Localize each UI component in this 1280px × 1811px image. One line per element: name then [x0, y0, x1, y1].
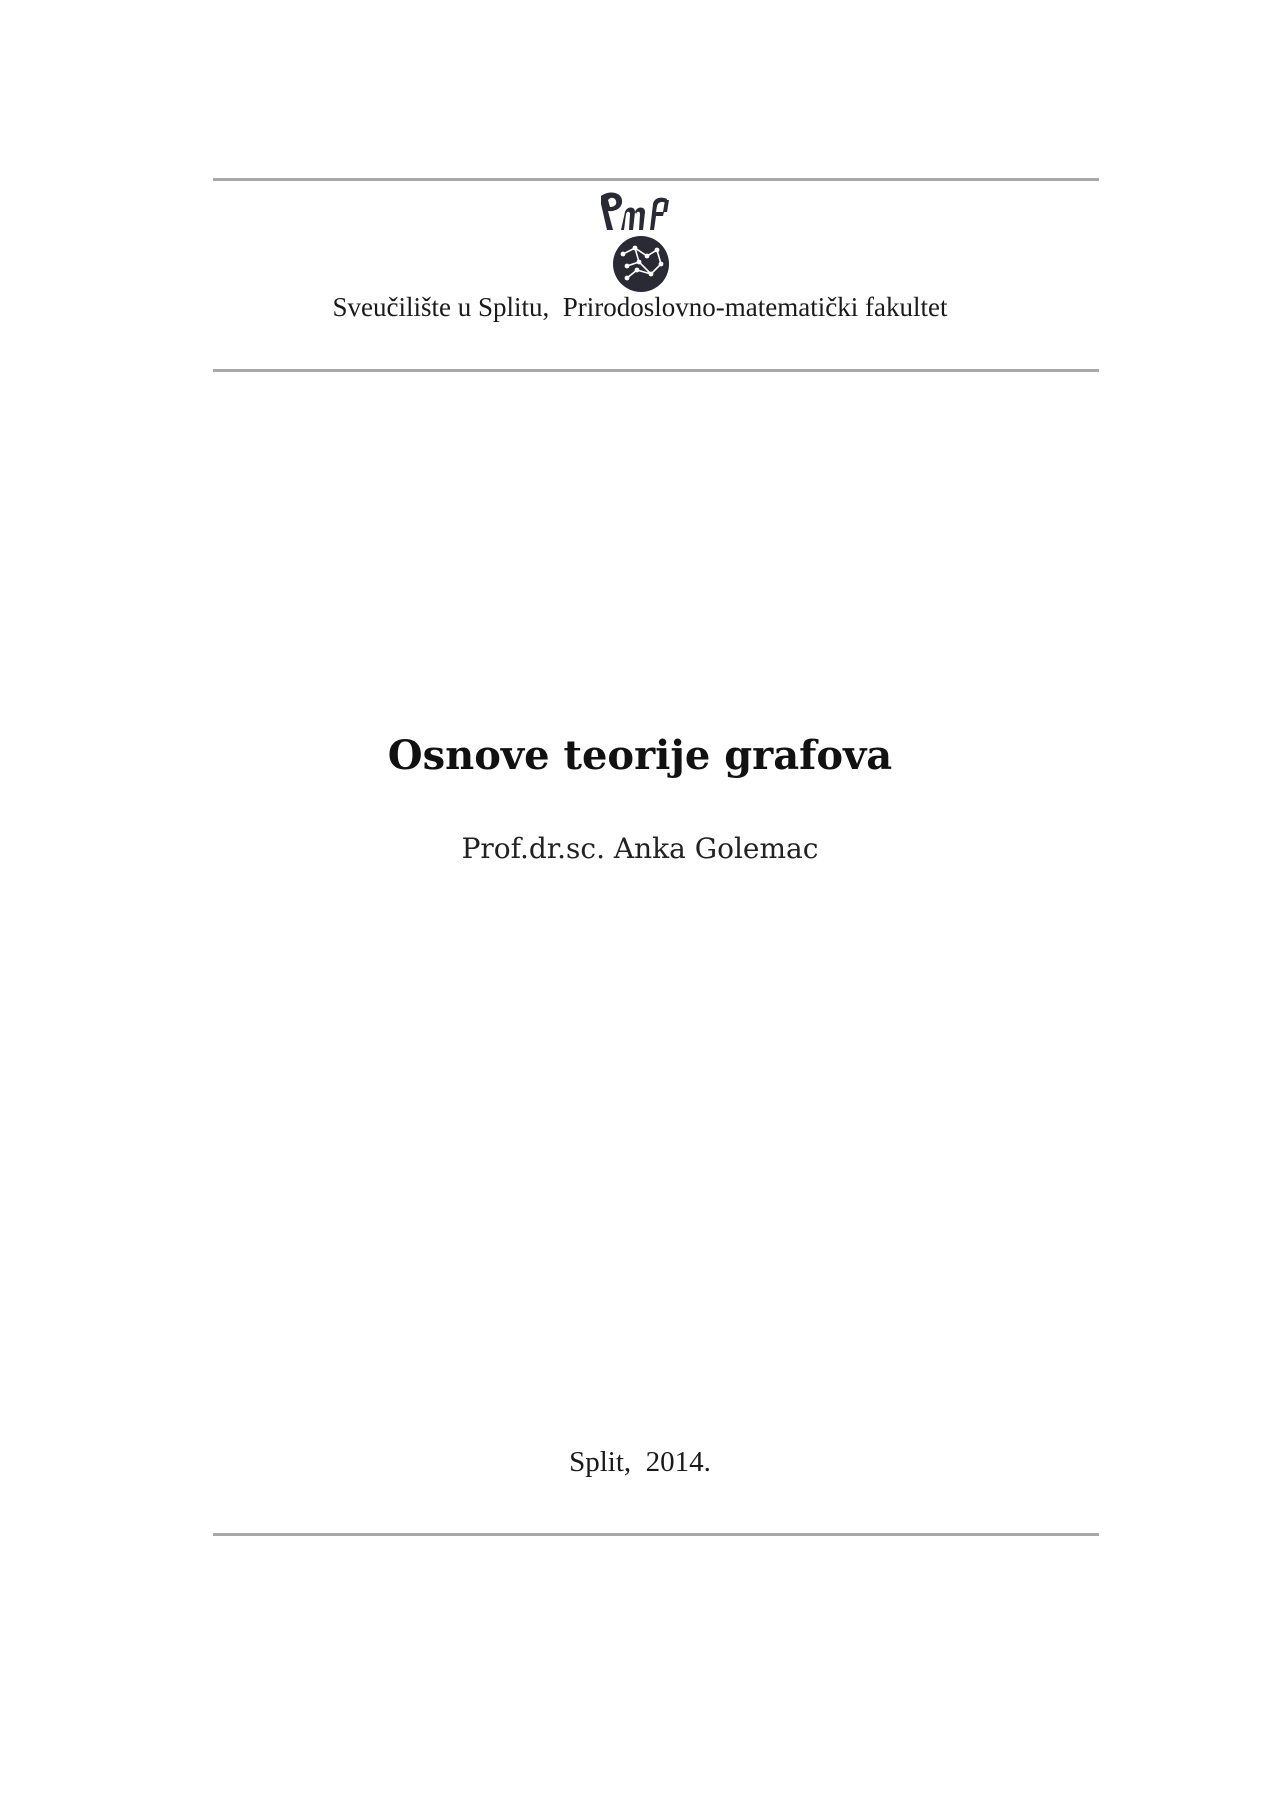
document-title: Osnove teorije grafova: [387, 732, 893, 779]
institution-name: Sveučilište u Splitu, Prirodoslovno-matematički fakultet: [332, 292, 948, 322]
pmf-logo-icon: [595, 190, 685, 295]
author-name: Prof.dr.sc. Anka Golemac: [461, 832, 819, 865]
top-rule: [213, 178, 1099, 181]
place-and-year: Split, 2014.: [569, 1446, 711, 1478]
header-bottom-rule: [213, 369, 1099, 372]
bottom-rule: [213, 1533, 1099, 1536]
